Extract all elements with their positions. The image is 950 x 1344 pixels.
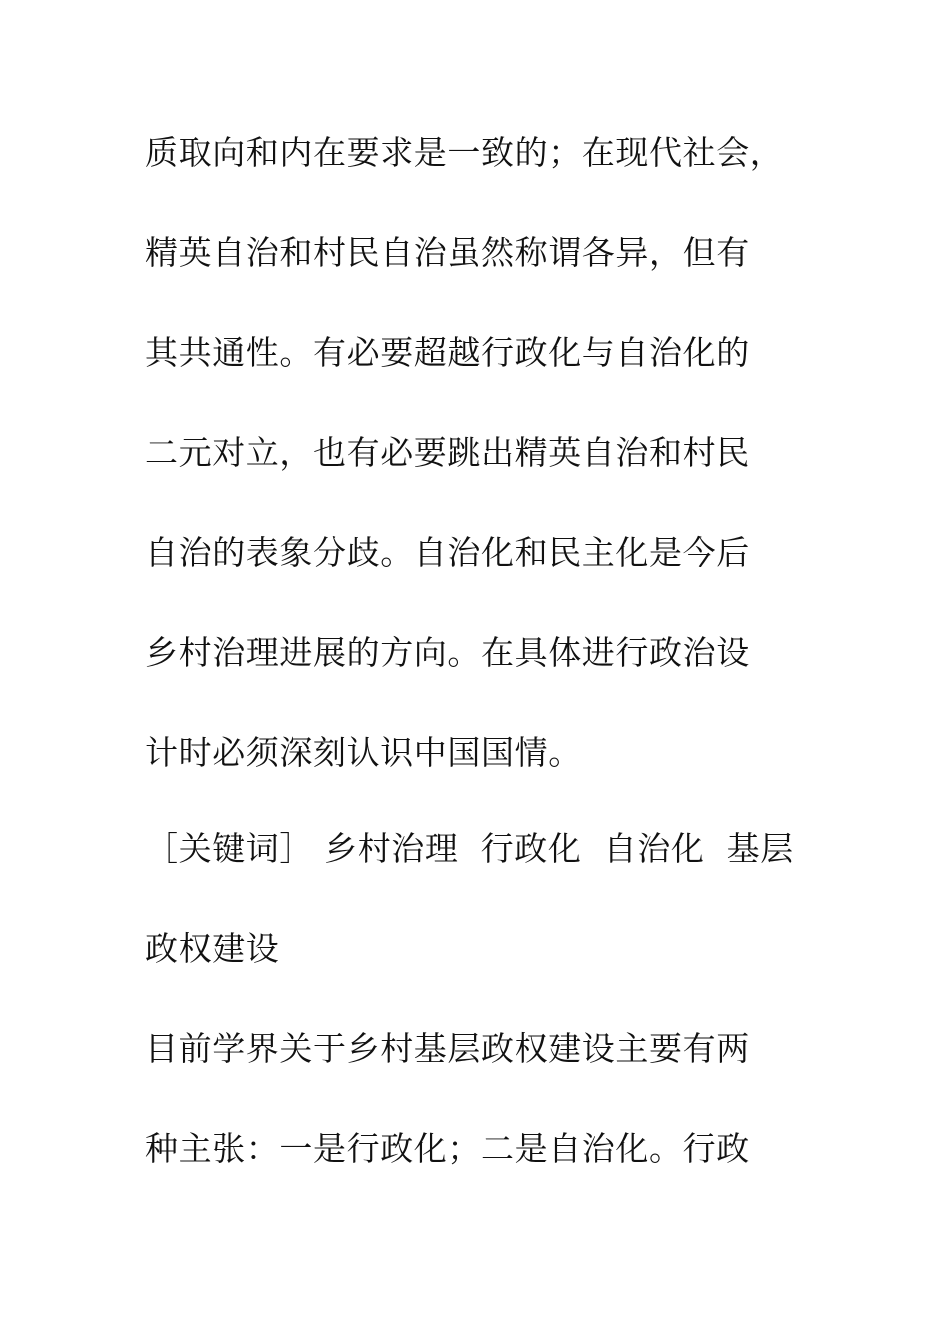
abstract-line: 其共通性。有必要超越行政化与自治化的	[145, 333, 750, 372]
keywords-line: ［关键词］ 乡村治理 行政化 自治化 基层	[145, 829, 794, 868]
abstract-line: 质取向和内在要求是一致的；在现代社会，	[145, 133, 784, 172]
body-paragraph-line: 种主张：一是行政化；二是自治化。行政	[145, 1129, 750, 1168]
abstract-line: 计时必须深刻认识中国国情。	[145, 733, 582, 772]
abstract-line: 自治的表象分歧。自治化和民主化是今后	[145, 533, 750, 572]
abstract-line: 精英自治和村民自治虽然称谓各异，但有	[145, 233, 750, 272]
abstract-line: 乡村治理进展的方向。在具体进行政治设	[145, 633, 750, 672]
keywords-line: 政权建设	[145, 929, 280, 968]
abstract-line: 二元对立，也有必要跳出精英自治和村民	[145, 433, 750, 472]
body-paragraph-line: 目前学界关于乡村基层政权建设主要有两	[145, 1029, 750, 1068]
